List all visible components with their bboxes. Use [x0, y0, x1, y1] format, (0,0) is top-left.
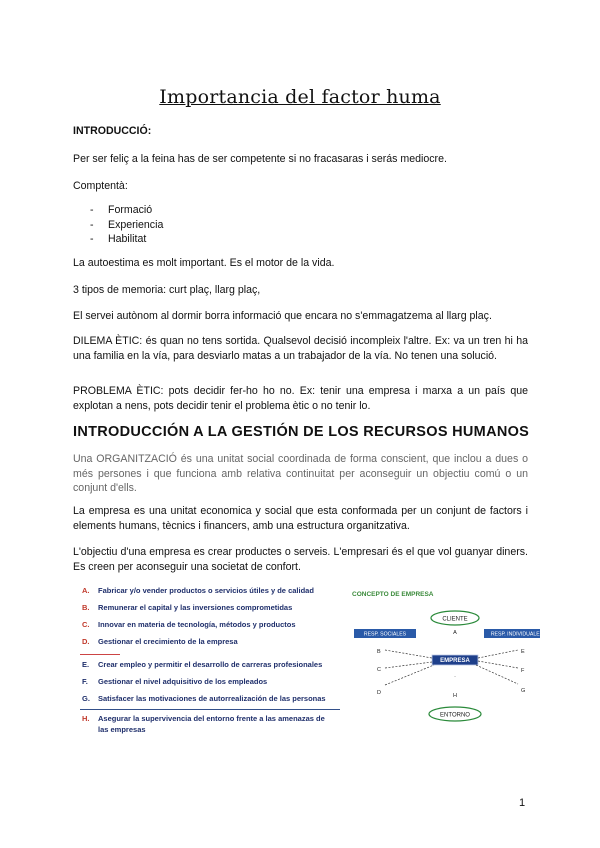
list-item: A. Fabricar y/o vender productos o servicios útiles y de calidad: [82, 586, 314, 595]
comptenta-label: Comptentà:: [73, 180, 128, 192]
list-item: - Experiencia: [90, 218, 164, 231]
list-item: - Formació: [90, 204, 153, 216]
concepto-empresa-diagram: [350, 586, 540, 726]
paragraph-servei: El servei autònom al dormir borra informació que encara no s'emmagatzema al llarg plaç.: [73, 310, 492, 322]
comptenta-list: [73, 203, 163, 247]
entorno-label: ENTORNO: [440, 712, 470, 719]
resp-individuales-label: RESP. INDIVIDUALES: [490, 631, 540, 638]
paragraph-memoria: 3 tipos de memoria: curt plaç, llarg plaç,: [73, 284, 261, 296]
letter-a: A: [453, 630, 457, 636]
list-item: B. Remunerar el capital y las inversiones comprometidas: [82, 603, 293, 612]
letter-h: H: [453, 693, 457, 699]
paragraph-problema: PROBLEMA ÈTIC: pots decidir fer-ho ho no. Ex: tenir una empresa i marxa a un país que explotan a nens, pots decidir tenir el problema ètic o no tenir lo.: [73, 385, 528, 412]
section-heading: INTRODUCCIÓN A LA GESTIÓN DE LOS RECURSOS HUMANOS: [73, 424, 530, 440]
list-item: D. Gestionar el crecimiento de la empresa: [82, 637, 238, 646]
empresa-label: EMPRESA: [440, 658, 470, 664]
intro-heading: INTRODUCCIÓ:: [73, 125, 152, 137]
document-title: Importancia del factor huma: [159, 86, 441, 108]
cliente-label: CLIENTE: [442, 616, 468, 623]
resp-sociales-label: RESP. SOCIALES: [363, 631, 407, 638]
list-item: las empresas: [98, 725, 146, 734]
paragraph-objectiu: L'objectiu d'una empresa es crear productes o serveis. L'empresari és el que vol guanyar diners. Es creen per aconseguir una societat de confort.: [73, 546, 528, 573]
letter-b: B: [377, 649, 381, 655]
letter-d: D: [377, 690, 381, 696]
list-item: G. Satisfacer las motivaciones de autorrealización de las personas: [82, 694, 326, 703]
dot-mark: .: [454, 673, 456, 679]
paragraph-felic: Per ser feliç a la feina has de ser competente si no fracasaras i serás mediocre.: [73, 153, 447, 165]
paragraph-empresa: La empresa es una unitat economica y social que esta conformada per un conjunt de factors i elements humans, tècnics i financers, amb una estructura organitzativa.: [73, 505, 528, 532]
list-item: H. Asegurar la supervivencia del entorno frente a las amenazas de: [82, 714, 325, 723]
page-number: 1: [519, 797, 526, 809]
diagram-svg: [350, 586, 540, 726]
list-item: F. Gestionar el nivel adquisitivo de los empleados: [82, 677, 268, 686]
letter-c: C: [377, 667, 381, 673]
objectives-figure: [80, 583, 340, 740]
list-item: C. Innovar en materia de tecnología, métodos y productos: [82, 620, 296, 629]
letter-f: F: [521, 668, 525, 674]
paragraph-organitzacio: Una ORGANITZACIÓ és una unitat social coordinada de forma conscient, que inclou a dues o més persones i que funciona amb relativa continuitat per aconseguir un objectiu comú o un conjunt d'ells.: [73, 453, 528, 494]
list-item: - Habilitat: [90, 233, 147, 245]
list-item: E. Crear empleo y permitir el desarrollo de carreras profesionales: [82, 660, 323, 669]
divider: [80, 654, 120, 655]
paragraph-autoestima: La autoestima es molt important. Es el motor de la vida.: [73, 257, 335, 269]
diagram-title: CONCEPTO DE EMPRESA: [352, 591, 434, 598]
letter-g: G: [521, 688, 526, 694]
letter-e: E: [521, 649, 525, 655]
paragraph-dilema: DILEMA ÈTIC: és quan no tens sortida. Qualsevol decisió incompleix l'altre. Ex: va un tren hi ha una familia en la vía, para desviarlo matas a un trabajador de la vía. No tenen una solució.: [73, 335, 528, 362]
divider: [80, 709, 340, 710]
